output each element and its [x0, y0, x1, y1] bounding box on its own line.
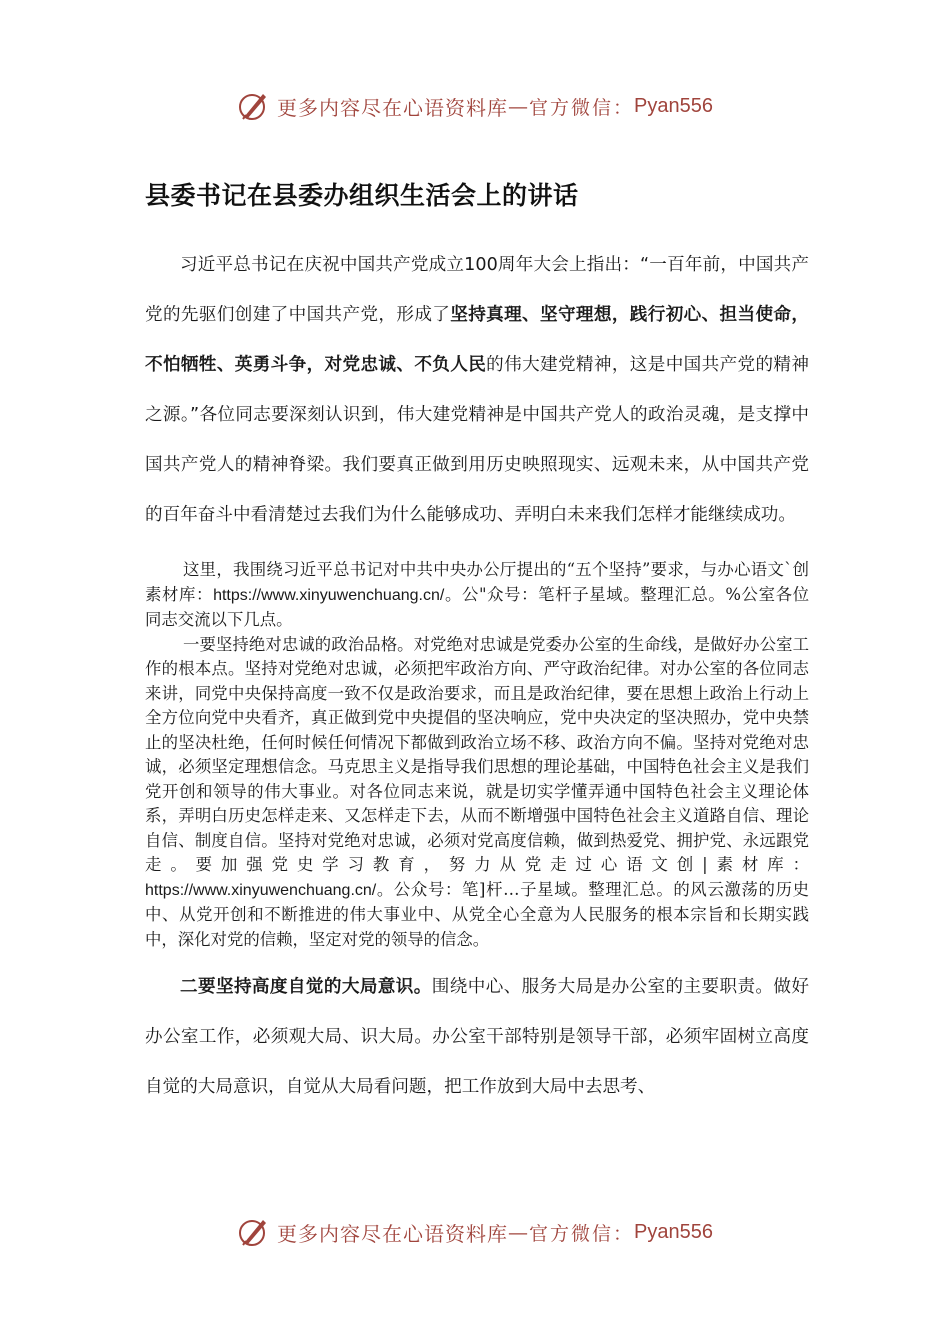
- paragraph-text: 围绕中心、服务大局是办公室的主要职责。做好办公室工作，必须观大局、识大局。办公室干部特别是领导干部，必须牢固树立高度自觉的大局意识，自觉从大局看问题，把工作放到大局中去思考、: [145, 977, 809, 1097]
- watermark-url: https://www.xinyuwenchuang.cn/: [145, 881, 377, 899]
- paragraph-big-picture: [145, 962, 809, 1112]
- paragraph-text: 。公"众号：笔杆子星域。整理汇总。%公室各位同志交流以下几点。: [145, 584, 810, 629]
- document-body: [145, 176, 809, 1112]
- banner-separator: —: [508, 94, 529, 118]
- banner-wechat-id: Pyan556: [634, 94, 713, 117]
- banner-text: 更多内容尽在心语资料库: [277, 1221, 508, 1246]
- paragraph-text: 一要坚持绝对忠诚的政治品格。对党绝对忠诚是党委办公室的生命线，是做好办公室工作的根本点。坚持对党绝对忠诚，必须把牢政治方向、严守政治纪律。对办公室的各位同志来讲，同党中央保持高度一致不仅是政治要求，而且是政治纪律，要在思想上政治上行动上全方位向党中央看齐，真正做到党中央提倡的坚决响应，党中央决定的坚决照办，党中央禁止的坚决杜绝，任何时候任何情况下都做到政治立场不移、政治方向不偏。坚持对党绝对忠诚，必须坚定理想信念。马克思主义是指导我们思想的理论基础，中国特色社会主义是我们党开创和领导的伟大事业。对各位同志来说，就是切实学懂弄通中国特色社会主义理论体系，弄明白历史怎样走来、又怎样走下去，从而不断增强中国特色社会主义道路自信、理论自信、制度自信。坚持对党绝对忠诚，必须对党高度信赖，做到热爱党、拥护党、永远跟党走。要加强党史学习教育，努力从党走过心语文创|素材库：: [145, 634, 809, 874]
- paragraph-text: 。公众号：笔]杆…子星域。整理汇总。的风云激荡的历史中、从党开创和不断推进的伟大事业中、从党全心全意为人民服务的根本宗旨和长期实践中，深化对党的信赖，坚定对党的领导的信念。: [145, 879, 809, 949]
- paragraph-text: 的伟大建党精神，这是中国共产党的精神之源。”各位同志要深刻认识到，伟大建党精神是中国共产党人的政治灵魂，是支撑中国共产党人的精神脊梁。我们要真正做到用历史映照现实、远观未来，从中国共产党的百年奋斗中看清楚过去我们为什么能够成功、弄明白未来我们怎样才能继续成功。: [145, 355, 809, 525]
- header-banner: [0, 84, 950, 128]
- quill-pen-logo-icon: [237, 89, 271, 123]
- paragraph-bold-text: 二要坚持高度自觉的大局意识。: [180, 977, 432, 997]
- quill-pen-logo-icon: [237, 1215, 271, 1249]
- paragraph-bold-text: 坚持真理、坚守理想，践行初心、担当使命，不怕牺牲、英勇斗争，对党忠诚、不负人民: [145, 305, 809, 375]
- banner-wechat-label: 官方微信：: [529, 1222, 635, 1245]
- banner-wechat-id: Pyan556: [634, 1220, 713, 1243]
- paragraph-intro: [145, 240, 809, 540]
- paragraph-text: 习近平总书记在庆祝中国共产党成立100周年大会上指出：“一百年前，中国共产党的先驱们创建了中国共产党，形成了: [145, 255, 809, 325]
- banner-text: 更多内容尽在心语资料库: [277, 95, 508, 120]
- watermark-url: https://www.xinyuwenchuang.cn/: [213, 586, 445, 604]
- page-title: 县委书记在县委办组织生活会上的讲话: [145, 181, 579, 210]
- paragraph-five-persist: [145, 558, 809, 633]
- banner-separator: —: [508, 1220, 529, 1244]
- paragraph-text: 这里，我围绕习近平总书记对中共中央办公厅提出的“五个坚持”要求，与办心语文`创素材库：: [145, 560, 809, 604]
- paragraph-loyalty: [145, 633, 809, 953]
- footer-banner: [0, 1210, 950, 1254]
- banner-wechat-label: 官方微信：: [529, 96, 635, 119]
